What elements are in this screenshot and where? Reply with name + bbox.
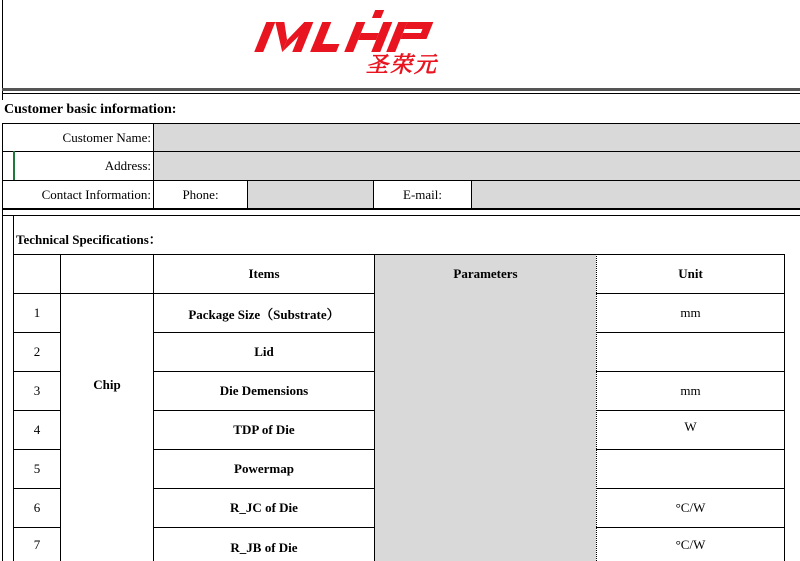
company-logo xyxy=(248,8,488,78)
row-unit: W xyxy=(684,419,697,434)
email-label: E-mail: xyxy=(403,186,442,202)
row-item: Die Demensions xyxy=(219,383,309,398)
row-parameter-input[interactable] xyxy=(375,450,596,488)
customer-section-title: Customer basic information: xyxy=(4,102,177,117)
row-unit: mm xyxy=(680,383,701,398)
tech-section-title: Technical Specifications： xyxy=(16,231,162,247)
address-label: Address: xyxy=(104,158,151,173)
grid-line xyxy=(2,208,800,210)
phone-input[interactable] xyxy=(248,181,373,208)
row-number: 3 xyxy=(33,383,41,398)
header-separator xyxy=(2,88,800,91)
row-parameter-input[interactable] xyxy=(375,372,596,410)
row-unit xyxy=(597,333,784,371)
header-parameters: Parameters xyxy=(453,266,518,281)
row-number: 6 xyxy=(33,500,41,515)
customer-name-label: Customer Name: xyxy=(62,129,151,145)
header-unit: Unit xyxy=(678,266,703,281)
address-input[interactable] xyxy=(154,152,800,180)
header-items: Items xyxy=(248,266,280,281)
row-parameter-input[interactable] xyxy=(375,333,596,371)
row-number: 7 xyxy=(33,536,41,552)
phone-label: Phone: xyxy=(182,186,219,202)
row-item: R_JC of Die xyxy=(230,500,298,515)
row-parameter-input[interactable] xyxy=(375,294,596,332)
row-parameter-input[interactable] xyxy=(375,528,596,561)
row-item: Powermap xyxy=(234,461,294,476)
row-item: TDP of Die xyxy=(233,422,295,437)
row-number: 2 xyxy=(33,344,41,359)
header-separator-thin xyxy=(2,93,800,94)
row-unit: mm xyxy=(680,305,701,320)
row-number: 5 xyxy=(33,461,41,476)
row-number: 1 xyxy=(33,305,41,320)
grid-line xyxy=(784,254,785,561)
row-number: 4 xyxy=(33,422,41,437)
page-left-border xyxy=(2,0,3,100)
customer-name-input[interactable] xyxy=(154,124,800,151)
grid-line xyxy=(2,215,800,216)
row-parameter-input[interactable] xyxy=(375,411,596,449)
row-item: R_JB of Die xyxy=(230,539,298,555)
row-unit xyxy=(597,450,784,488)
group-label-chip: Chip xyxy=(93,376,121,392)
contact-info-label: Contact Information: xyxy=(41,186,151,202)
email-input[interactable] xyxy=(472,181,800,208)
row-item: Lid xyxy=(254,344,274,359)
grid-line xyxy=(2,210,3,561)
logo-chinese-text: 圣荣元 xyxy=(366,53,439,78)
row-item: Package Size（Substrate） xyxy=(188,306,340,322)
row-unit: °C/W xyxy=(675,536,706,552)
row-parameter-input[interactable] xyxy=(375,489,596,527)
row-unit: °C/W xyxy=(675,500,706,515)
